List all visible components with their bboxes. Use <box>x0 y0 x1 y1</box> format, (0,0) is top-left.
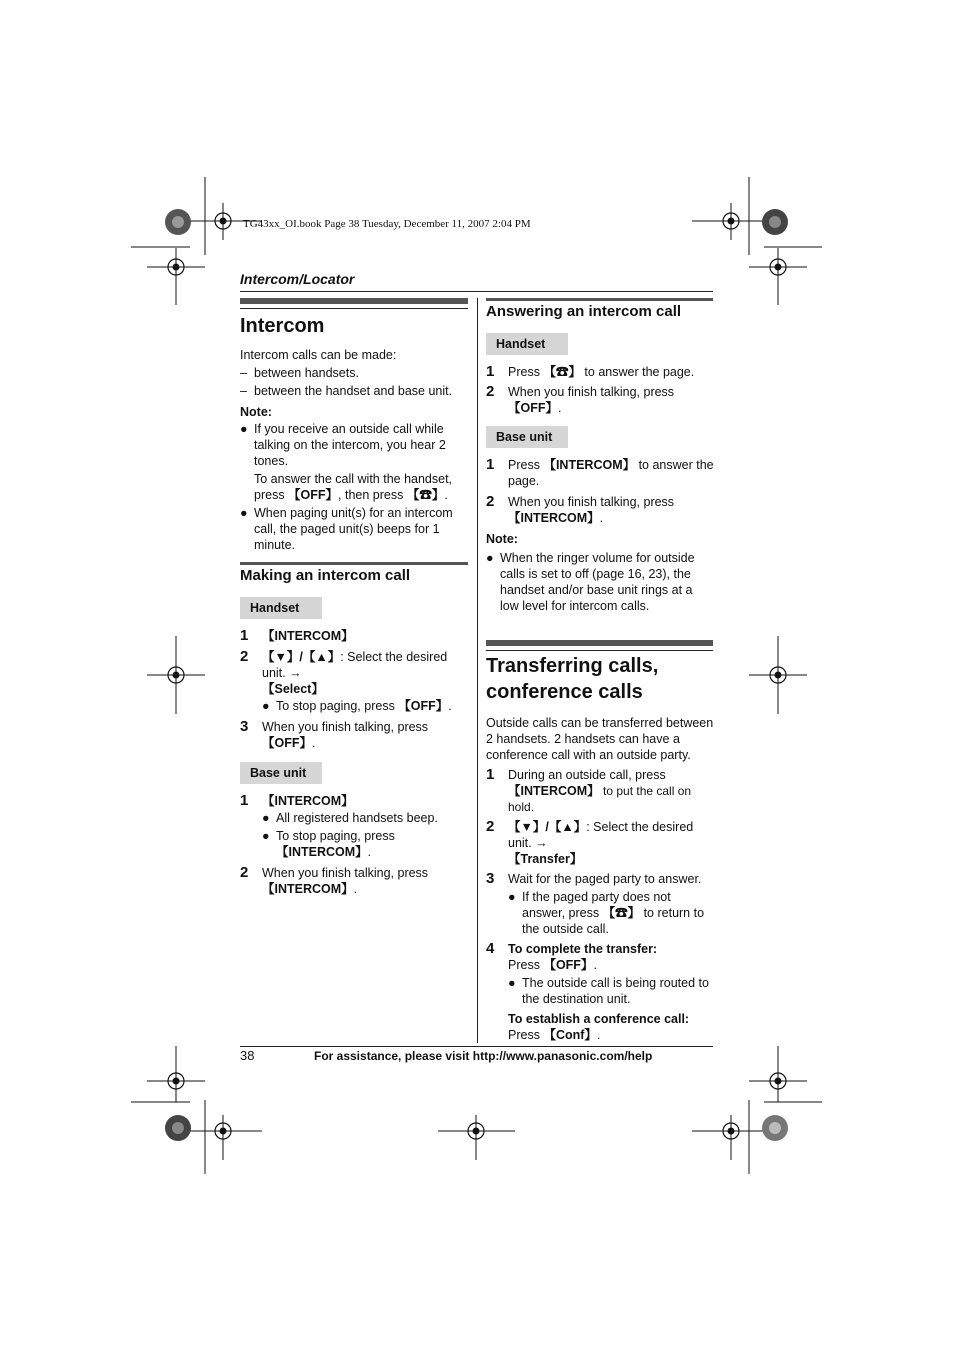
conference-label: To establish a conference call: <box>508 1012 690 1026</box>
handset-tag: Handset <box>240 597 322 619</box>
intercom-title: Intercom <box>240 315 325 337</box>
step-1: 1 During an outside call, press 【INTERCOM】 to put the call on hold. <box>486 766 692 814</box>
transfer-title: Transferring calls, conference calls <box>486 655 659 703</box>
base-unit-tag: Base unit <box>240 762 322 784</box>
assistance-link[interactable]: For assistance, please visit http://www.panasonic.com/help <box>314 1049 653 1063</box>
dash-item: – between handsets. <box>240 366 359 380</box>
step-1: 1 【INTERCOM】 <box>240 627 354 644</box>
page-number: 38 <box>240 1048 255 1063</box>
base-unit-tag: Base unit <box>486 426 568 448</box>
step-3: 3 When you finish talking, press 【OFF】. <box>240 718 429 750</box>
step-1: 1 Press 【☎】 to answer the page. <box>486 363 695 380</box>
step-1: 1 【INTERCOM】 ● All registered handsets beep. ● To stop paging, press 【INTERCOM】. <box>240 792 438 859</box>
printer-slug-line: TG43xx_OI.book Page 38 Tuesday, December 11, 2007 2:04 PM <box>243 218 531 230</box>
step-3: 3 Wait for the paged party to answer. ● If the paged party does not answer, press 【☎】 to return to the outside call. <box>486 870 705 936</box>
making-section <box>240 568 468 897</box>
note-bullet: ● If you receive an outside call while talking on the intercom, you hear 2 tones. To answer the call with the handset, press 【OFF】, then press 【☎】. <box>240 422 453 502</box>
making-title: Making an intercom call <box>240 567 411 584</box>
note-bullet: ● When paging unit(s) for an intercom call, the paged unit(s) beeps for 1 minute. <box>240 506 453 552</box>
answer-section <box>486 304 714 614</box>
intercom-title-bar <box>240 298 468 304</box>
step-2: 2 When you finish talking, press 【INTERCOM】. <box>240 864 429 896</box>
header-rule <box>240 291 713 292</box>
making-title-bar <box>240 562 468 565</box>
note-bullet: ● When the ringer volume for outside calls is set to off (page 16, 23), the handset and/or base unit rings at a low level for intercom calls. <box>486 551 695 613</box>
intercom-title-rule <box>240 308 468 309</box>
step-2: 2 【▼】/【▲】: Select the desired unit. → 【Transfer】 <box>486 818 694 866</box>
footer-rule <box>240 1046 713 1047</box>
intercom-intro: Intercom calls can be made: <box>240 348 397 362</box>
step-2: 2 When you finish talking, press 【OFF】. <box>486 383 675 415</box>
transfer-section <box>486 653 714 1043</box>
answer-title: Answering an intercom call <box>486 303 682 320</box>
handset-tag: Handset <box>486 333 568 355</box>
answer-title-bar <box>486 298 713 301</box>
note-label: Note: <box>240 405 272 419</box>
transfer-intro: Outside calls can be transferred between 2 handsets. 2 handsets can have a conference call with an outside party. <box>486 716 714 762</box>
section-header: Intercom/Locator <box>240 271 355 287</box>
left-column <box>240 313 468 553</box>
column-divider <box>477 298 478 1043</box>
transfer-title-rule <box>486 650 713 651</box>
note-label: Note: <box>486 532 518 546</box>
step-4: 4 To complete the transfer: Press 【OFF】. ● The outside call is being routed to the destination unit. To establish a conference call: Press 【Conf】. <box>486 941 714 1043</box>
dash-item: – between the handset and base unit. <box>240 384 453 398</box>
transfer-title-bar <box>486 640 713 646</box>
step-1: 1 Press 【INTERCOM】 to answer the page. <box>486 456 714 488</box>
step-2: 2 【▼】/【▲】: Select the desired unit. → 【Select】 ● To stop paging, press 【OFF】. <box>240 648 452 713</box>
step-2: 2 When you finish talking, press 【INTERCOM】. <box>486 493 675 525</box>
